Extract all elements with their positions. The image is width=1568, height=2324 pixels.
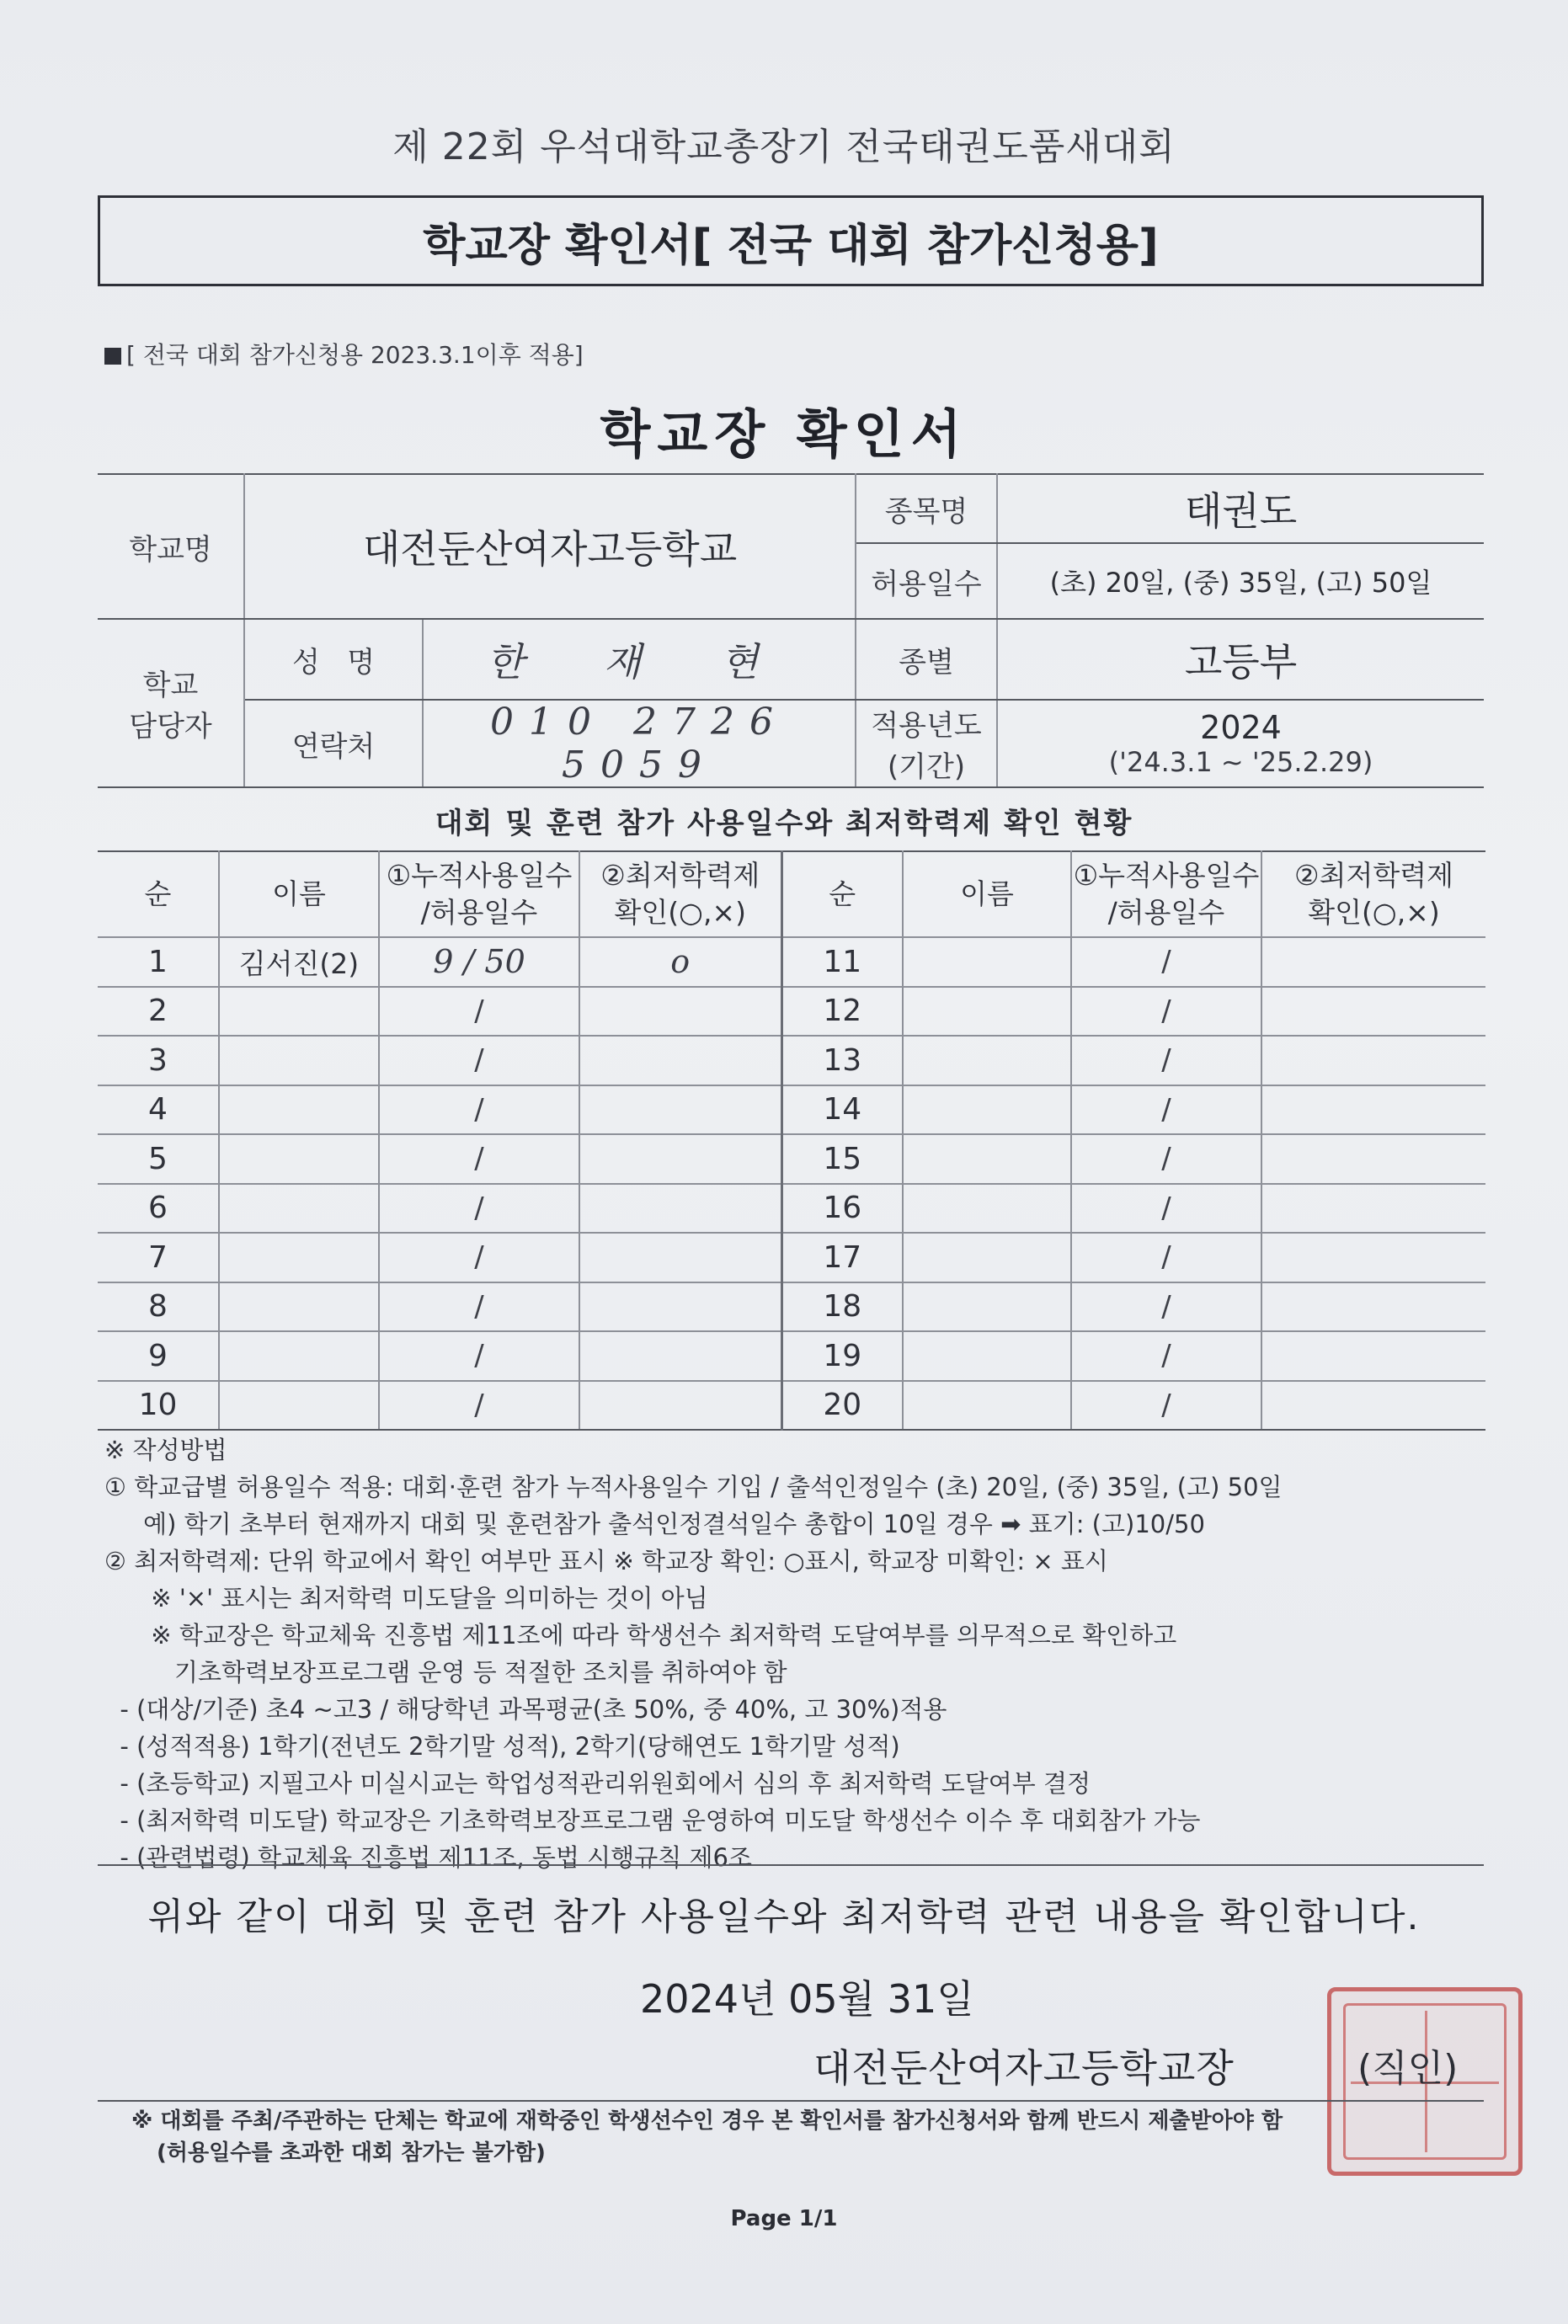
student-name-cell xyxy=(903,1134,1071,1184)
student-name-cell xyxy=(903,1381,1071,1431)
student-name-cell xyxy=(903,1184,1071,1234)
used-days-cell: / xyxy=(379,1331,579,1381)
used-days-cell: / xyxy=(379,1036,579,1085)
roster-table xyxy=(98,850,1485,1431)
document-title: 학교장 확인서 xyxy=(600,403,968,465)
contact-value: 010 2726 5059 xyxy=(423,700,856,787)
days-header-line1: ①누적사용일수 xyxy=(1073,859,1260,892)
method-line: - (대상/기준) 초4 ~고3 / 해당학년 과목평균(초 50%, 중 40%, 고 30%)적용 xyxy=(104,1695,947,1724)
academic-check-cell xyxy=(579,1134,781,1184)
student-name-cell xyxy=(219,987,379,1037)
school-label: 학교명 xyxy=(98,474,244,619)
page-number: Page 1/1 xyxy=(730,2206,838,2231)
footnote-divider xyxy=(98,2100,1484,2102)
row-number-cell: 2 xyxy=(98,987,219,1037)
table-row xyxy=(98,1036,1485,1085)
row-number-cell: 7 xyxy=(98,1233,219,1282)
method-line: ※ 작성방법 xyxy=(104,1436,227,1464)
academic-check-cell xyxy=(579,1085,781,1135)
col-header-days-left xyxy=(379,851,579,937)
days-header-line1: ①누적사용일수 xyxy=(386,859,573,892)
academic-check-cell xyxy=(1261,1282,1485,1332)
period-value: ('24.3.1 ~ '25.2.29) xyxy=(1108,746,1373,778)
academic-check-cell xyxy=(1261,1134,1485,1184)
used-days-cell: / xyxy=(1071,1085,1261,1135)
student-name-cell xyxy=(903,1282,1071,1332)
academic-check-cell: o xyxy=(579,937,781,987)
table-row xyxy=(98,1233,1485,1282)
year-label-line1: 적용년도 xyxy=(871,709,982,743)
manager-label xyxy=(98,619,244,787)
student-name-cell xyxy=(219,1134,379,1184)
roster-body xyxy=(98,937,1485,1430)
student-name-cell xyxy=(219,1036,379,1085)
row-number-cell: 16 xyxy=(781,1184,903,1234)
used-days-cell: / xyxy=(379,1134,579,1184)
table-row xyxy=(98,1184,1485,1234)
col-header-check-left xyxy=(579,851,781,937)
academic-check-cell xyxy=(1261,1381,1485,1431)
academic-check-cell xyxy=(579,1282,781,1332)
roster-title: 대회 및 훈련 참가 사용일수와 최저학력제 확인 현황 xyxy=(435,807,1133,840)
academic-check-cell xyxy=(579,1331,781,1381)
academic-check-cell xyxy=(579,1036,781,1085)
footnote xyxy=(131,2105,1283,2169)
divider-line xyxy=(98,1864,1484,1866)
row-number-cell: 8 xyxy=(98,1282,219,1332)
used-days-cell: / xyxy=(1071,937,1261,987)
table-row xyxy=(98,987,1485,1037)
academic-check-cell xyxy=(1261,1331,1485,1381)
check-header-line1: ②최저학력제 xyxy=(600,859,760,892)
table-row xyxy=(98,1282,1485,1332)
method-line: - (관련법령) 학교체육 진흥법 제11조, 동법 시행규칙 제6조 xyxy=(104,1843,752,1872)
apply-note-text: [ 전국 대회 참가신청용 2023.3.1이후 적용] xyxy=(126,341,584,369)
check-header-line1: ②최저학력제 xyxy=(1294,859,1453,892)
method-line: - (최저학력 미도달) 학교장은 기초학력보장프로그램 운영하여 미도달 학생선수 이수 후 대회참가 가능 xyxy=(104,1806,1201,1835)
used-days-cell: / xyxy=(1071,1233,1261,1282)
col-header-no-left: 순 xyxy=(98,851,219,937)
row-number-cell: 13 xyxy=(781,1036,903,1085)
apply-note xyxy=(104,337,584,370)
category-label: 종별 xyxy=(856,619,997,700)
footnote-line2: (허용일수를 초과한 대회 참가는 불가함) xyxy=(157,2140,546,2166)
student-name-cell xyxy=(903,1331,1071,1381)
row-number-cell: 10 xyxy=(98,1381,219,1431)
allowed-days-value: (초) 20일, (중) 35일, (고) 50일 xyxy=(997,543,1484,619)
used-days-cell: / xyxy=(379,1381,579,1431)
row-number-cell: 6 xyxy=(98,1184,219,1234)
used-days-cell: / xyxy=(1071,1184,1261,1234)
row-number-cell: 4 xyxy=(98,1085,219,1135)
student-name-cell xyxy=(903,1036,1071,1085)
used-days-cell: / xyxy=(379,1184,579,1234)
student-name-cell xyxy=(219,1282,379,1332)
year-cell xyxy=(997,700,1484,787)
allowed-days-label: 허용일수 xyxy=(856,543,997,619)
row-number-cell: 3 xyxy=(98,1036,219,1085)
used-days-cell: / xyxy=(379,1233,579,1282)
student-name-cell xyxy=(219,1381,379,1431)
school-name: 대전둔산여자고등학교 xyxy=(244,474,856,619)
student-name-cell xyxy=(219,1233,379,1282)
days-header-line2: /허용일수 xyxy=(420,896,538,929)
student-name-cell xyxy=(903,987,1071,1037)
event-title: 제 22회 우석대학교총장기 전국태권도품새대회 xyxy=(392,125,1176,168)
category-value: 고등부 xyxy=(997,619,1484,700)
student-name-cell: 김서진(2) xyxy=(219,937,379,987)
method-line: 예) 학기 초부터 현재까지 대회 및 훈련참가 출석인정결석일수 총합이 10일 경우 ➡ 표기: (고)10/50 xyxy=(104,1510,1205,1538)
row-number-cell: 18 xyxy=(781,1282,903,1332)
table-row xyxy=(98,1381,1485,1431)
col-header-name-left: 이름 xyxy=(219,851,379,937)
academic-check-cell xyxy=(1261,987,1485,1037)
row-number-cell: 19 xyxy=(781,1331,903,1381)
row-number-cell: 20 xyxy=(781,1381,903,1431)
academic-check-cell xyxy=(1261,1036,1485,1085)
method-line: - (초등학교) 지필고사 미실시교는 학업성적관리위원회에서 심의 후 최저학력 도달여부 결정 xyxy=(104,1769,1091,1798)
row-number-cell: 9 xyxy=(98,1331,219,1381)
student-name-cell xyxy=(903,1233,1071,1282)
issue-date: 2024년 05월 31일 xyxy=(640,1976,974,2022)
row-number-cell: 12 xyxy=(781,987,903,1037)
col-header-check-right xyxy=(1261,851,1485,937)
table-row xyxy=(98,1134,1485,1184)
row-number-cell: 17 xyxy=(781,1233,903,1282)
academic-check-cell xyxy=(1261,1233,1485,1282)
banner-title: 학교장 확인서[ 전국 대회 참가신청용] xyxy=(98,195,1484,286)
used-days-cell: / xyxy=(1071,1381,1261,1431)
student-name-cell xyxy=(219,1331,379,1381)
academic-check-cell xyxy=(579,1381,781,1431)
used-days-cell: / xyxy=(1071,1331,1261,1381)
used-days-cell: / xyxy=(379,987,579,1037)
manager-label-line1: 학교 xyxy=(142,669,199,702)
manager-label-line2: 담당자 xyxy=(129,710,212,744)
method-line: ① 학교급별 허용일수 적용: 대회·훈련 참가 누적사용일수 기입 / 출석인정일수 (초) 20일, (중) 35일, (고) 50일 xyxy=(104,1473,1283,1501)
footnote-line1: ※ 대회를 주최/주관하는 단체는 학교에 재학중인 학생선수인 경우 본 확인서를 참가신청서와 함께 반드시 제출받아야 함 xyxy=(131,2108,1283,2134)
used-days-cell: / xyxy=(379,1282,579,1332)
used-days-cell: / xyxy=(379,1085,579,1135)
row-number-cell: 1 xyxy=(98,937,219,987)
academic-check-cell xyxy=(1261,937,1485,987)
confirmation-text: 위와 같이 대회 및 훈련 참가 사용일수와 최저학력 관련 내용을 확인합니다. xyxy=(147,1895,1421,1938)
used-days-cell: / xyxy=(1071,987,1261,1037)
seal-label: (직인) xyxy=(1357,2047,1459,2090)
method-line: ※ '×' 표시는 최저학력 미도달을 의미하는 것이 아님 xyxy=(104,1584,708,1612)
square-bullet-icon xyxy=(104,348,121,365)
used-days-cell: / xyxy=(1071,1134,1261,1184)
method-line: 기초학력보장프로그램 운영 등 적절한 조치를 취하여야 함 xyxy=(104,1658,787,1687)
year-label xyxy=(856,700,997,787)
col-header-days-right xyxy=(1071,851,1261,937)
row-number-cell: 5 xyxy=(98,1134,219,1184)
student-name-cell xyxy=(903,937,1071,987)
col-header-name-right: 이름 xyxy=(903,851,1071,937)
method-line: ② 최저학력제: 단위 학교에서 확인 여부만 표시 ※ 학교장 확인: ○표시, 학교장 미확인: × 표시 xyxy=(104,1547,1108,1575)
used-days-cell: 9 / 50 xyxy=(379,937,579,987)
student-name-cell xyxy=(219,1085,379,1135)
col-header-no-right: 순 xyxy=(781,851,903,937)
used-days-cell: / xyxy=(1071,1036,1261,1085)
academic-check-cell xyxy=(1261,1085,1485,1135)
year-value: 2024 xyxy=(1200,709,1282,746)
table-row xyxy=(98,937,1485,987)
days-header-line2: /허용일수 xyxy=(1107,896,1225,929)
manager-name: 한 재 현 xyxy=(423,619,856,700)
row-number-cell: 14 xyxy=(781,1085,903,1135)
used-days-cell: / xyxy=(1071,1282,1261,1332)
student-name-cell xyxy=(219,1184,379,1234)
principal-name: 대전둔산여자고등학교장 xyxy=(813,2045,1235,2091)
writing-method xyxy=(104,1431,1485,1876)
row-number-cell: 11 xyxy=(781,937,903,987)
academic-check-cell xyxy=(579,987,781,1037)
student-name-cell xyxy=(903,1085,1071,1135)
method-line: ※ 학교장은 학교체육 진흥법 제11조에 따라 학생선수 최저학력 도달여부를 의무적으로 확인하고 xyxy=(104,1621,1177,1650)
year-label-line2: (기간) xyxy=(887,750,966,784)
info-table xyxy=(98,473,1484,788)
name-label: 성 명 xyxy=(244,619,423,700)
contact-label: 연락처 xyxy=(244,700,423,787)
sport-label: 종목명 xyxy=(856,474,997,543)
method-line: - (성적적용) 1학기(전년도 2학기말 성적), 2학기(당해연도 1학기말 성적) xyxy=(104,1732,900,1761)
academic-check-cell xyxy=(579,1233,781,1282)
table-row xyxy=(98,1331,1485,1381)
academic-check-cell xyxy=(579,1184,781,1234)
sport-name: 태권도 xyxy=(997,474,1484,543)
academic-check-cell xyxy=(1261,1184,1485,1234)
check-header-line2: 확인(○,×) xyxy=(614,896,746,929)
table-row xyxy=(98,1085,1485,1135)
row-number-cell: 15 xyxy=(781,1134,903,1184)
check-header-line2: 확인(○,×) xyxy=(1308,896,1440,929)
